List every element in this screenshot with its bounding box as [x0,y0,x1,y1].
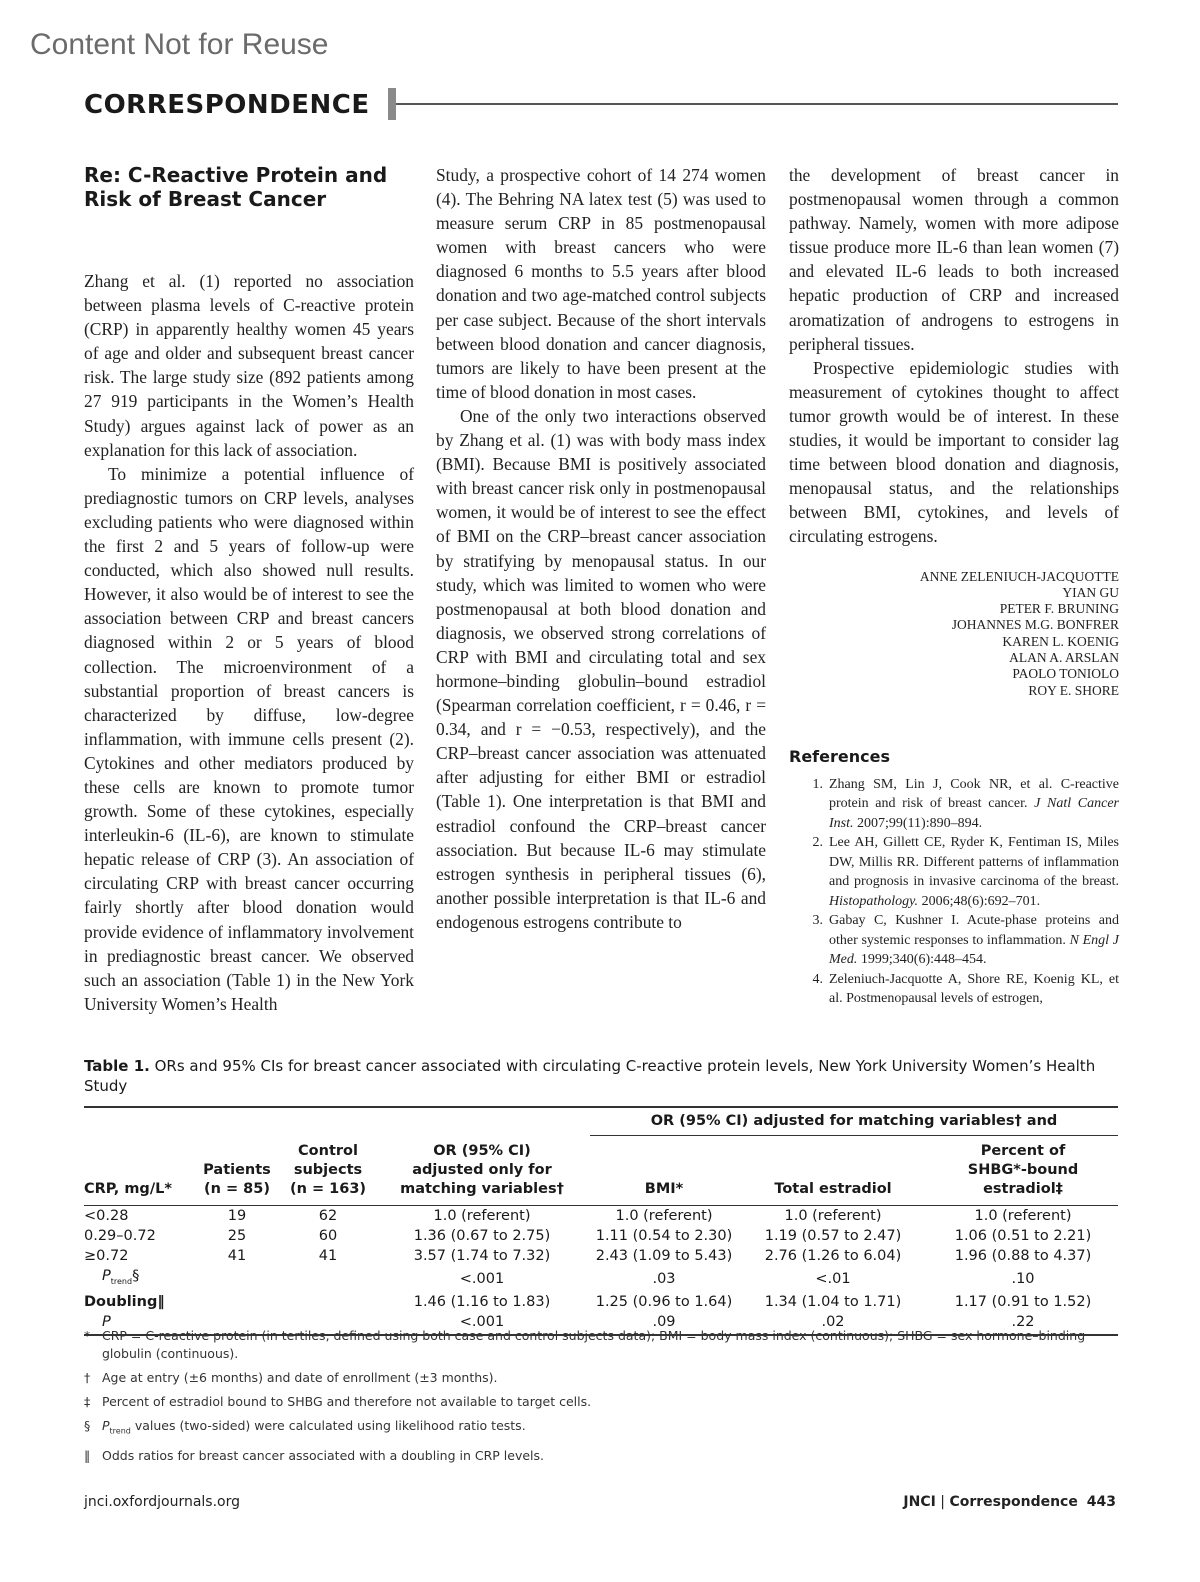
section-header [84,86,1118,126]
reference-text: Zhang SM, Lin J, Cook NR, et al. C-reactive protein and risk of breast cancer. J Natl Cancer Inst. 2007;99(11):890–894. [829,776,1119,831]
section-rule [396,103,1118,105]
author-name: JOHANNES M.G. BONFRER [951,617,1119,633]
table-row: 0.29–0.72 25 60 1.36 (0.67 to 2.75) 1.11 (0.54 to 2.30) 1.19 (0.57 to 2.47) 1.06 (0.51 to 2.21) [84,1228,1092,1244]
author-name: ANNE ZELENIUCH-JACQUOTTE [919,568,1119,584]
footer-separator: | [935,1494,950,1510]
footer-url: jnci.oxfordjournals.org [84,1494,240,1510]
header-shbg: Percent of SHBG*-bound estradiol‡ [967,1143,1079,1197]
footer-page-info [903,1494,1116,1510]
table-caption: Table 1. ORs and 95% CIs for breast cancer associated with circulating C-reactive protein levels, New York University Women’s Health Study [84,1057,1096,1095]
author-name: KAREN L. KOENIG [1002,633,1119,649]
reference-item [789,775,1119,834]
paragraph: One of the only two interactions observed by Zhang et al. (1) was with body mass index (BMI). Because BMI is positively associated with breast cancer risk only in postmenopausal women, it would be of interest to see the effect of BMI on the CRP–breast cancer association by stratifying by menopausal status. In our study, which was limited to women who were postmenopausal at both blood donation and diagnosis, we observed strong correlations of CRP with BMI and circulating total and sex hormone–binding globulin–bound estradiol (Spearman correlation coefficient, r = 0.46, r = 0.34, and r = −0.53, respectively), and the CRP–breast cancer association was attenuated after adjusting for either BMI or estradiol (Table 1). One interpretation is that BMI and estradiol confound the CRP–breast cancer association. But because IL-6 may stimulate estrogen synthesis in peripheral tissues (6), another possible interpretation is that IL-6 and endogenous estrogens contribute to [436,405,766,932]
table-row: ≥0.72 41 41 3.57 (1.74 to 7.32) 2.43 (1.09 to 5.43) 2.76 (1.26 to 6.04) 1.96 (0.88 to 4.37) [84,1248,1092,1264]
text-column-3 [789,163,1119,1009]
author-name: ROY E. SHORE [1028,682,1119,698]
author-list [789,569,1119,699]
header-bmi: BMI* [644,1181,684,1197]
section-title: CORRESPONDENCE [84,90,370,120]
article-title: Re: C-Reactive Protein and Risk of Breast Cancer [84,163,388,211]
author-name: PETER F. BRUNING [999,601,1119,617]
reference-text: Lee AH, Gillett CE, Ryder K, Fentiman IS, Miles DW, Millis RR. Different patterns of inflammation and prognosis in invasive carcinoma of the breast. Histopathology. 2006;48(6):692–701. [829,835,1119,909]
paragraph: Prospective epidemiologic studies with measurement of cytokines thought to affect tumor growth would be of interest. In these studies, it would be important to consider lag time between blood donation and diagnosis, menopausal status, and the relationships between BMI, cytokines, and levels of circulating estrogens. [789,357,1119,547]
paragraph: Zhang et al. (1) reported no association between plasma levels of C-reactive protein (CRP) in apparently healthy women 45 years of age and older and subsequent breast cancer risk. The large study size (892 patients among 27 919 participants in the Women’s Health Study) argues against lack of power as an explanation for this lack of association. [84,271,414,460]
reference-list [789,775,1119,1009]
watermark: Content Not for Reuse [30,28,329,61]
reference-number: 3. [812,913,823,929]
paragraph: the development of breast cancer in postmenopausal women through a common pathway. Namely, women with more adipose tissue produce more IL-6 than lean women (7) and elevated IL-6 leads to both increased hepatic production of CRP and increased aromatization of androgens to estrogens in peripheral tissues. [789,165,1119,354]
reference-number: 2. [812,835,823,851]
author-name: YIAN GU [1062,584,1119,600]
header-or-matching: OR (95% CI) adjusted only for matching variables† [400,1143,564,1197]
reference-item [789,970,1119,1009]
reference-text: Zeleniuch-Jacquotte A, Shore RE, Koenig KL, et al. Postmenopausal levels of estrogen, [829,971,1119,1007]
footer-journal: JNCI [903,1494,936,1510]
table-row: Doubling‖ 1.46 (1.16 to 1.83) 1.25 (0.96 to 1.64) 1.34 (1.04 to 1.71) 1.17 (0.91 to 1.52) [84,1293,1092,1310]
header-patients: Patients (n = 85) [203,1162,271,1197]
footnote: ‡ Percent of estradiol bound to SHBG and therefore not available to target cells. [84,1394,592,1409]
header-controls: Control subjects (n = 163) [289,1143,367,1197]
footnote: † Age at entry (±6 months) and date of enrollment (±3 months). [84,1370,498,1385]
section-bar [388,88,396,120]
header-adjusted-group: OR (95% CI) adjusted for matching variables† and [590,1112,1118,1136]
reference-item [789,833,1119,911]
table-footnotes [84,1327,1094,1471]
references-heading: References [789,746,890,766]
author-name: ALAN A. ARSLAN [1009,649,1119,665]
footnote: ‖ Odds ratios for breast cancer associated with a doubling in CRP levels. [84,1447,545,1463]
table-row: <0.28 19 62 1.0 (referent) 1.0 (referent) 1.0 (referent) 1.0 (referent) [84,1208,1072,1224]
header-crp: CRP, mg/L* [84,1181,172,1197]
footnote: * CRP = C-reactive protein (in tertiles, defined using both case and control subjects data); BMI = body mass index (continuous); SHBG = sex hormone–binding globulin (continuous). [84,1328,1086,1361]
table-row: P <.001 .09 .02 .22 [102,1313,1035,1330]
reference-text: Gabay C, Kushner I. Acute-phase proteins and other systemic responses to inflammation. N Engl J Med. 1999;340(6):448–454. [829,913,1119,968]
text-column-1 [84,163,414,1016]
reference-number: 4. [812,971,823,987]
author-name: PAOLO TONIOLO [1012,666,1119,682]
table-1 [84,1056,1118,1336]
table-row: $P_{trend}\S$ <.001 .03 <.01 .10 [102,1268,1035,1287]
header-total-estradiol: Total estradiol [774,1181,892,1197]
footnote: § $P_{trend}$ values (two-sided) were calculated using likelihood ratio tests. [84,1418,526,1436]
footer-section: Correspondence [949,1494,1078,1510]
data-table [84,1108,1118,1332]
page-number: 443 [1086,1494,1116,1510]
paragraph: To minimize a potential influence of prediagnostic tumors on CRP levels, analyses excluding patients who were diagnosed within the first 2 and 5 years of follow-up were conducted, which also showed null results. However, it also would be of interest to see the association between CRP and breast cancers diagnosed within 2 or 5 years of blood collection. The microenvironment of a substantial proportion of breast cancers is characterized by diffuse, low-degree inflammation, with immune cells present (2). Cytokines and other mediators produced by these cells are known to promote tumor growth. Some of these cytokines, especially interleukin-6 (IL-6), are known to stimulate hepatic release of CRP (3). An association of circulating CRP with breast cancer occurring fairly shortly after blood donation would provide evidence of inflammatory involvement in prediagnostic breast cancer. We observed such an association (Table 1) in the New York University Women’s Health [84,463,414,1014]
reference-item [789,911,1119,970]
reference-number: 1. [812,776,823,792]
paragraph: Study, a prospective cohort of 14 274 women (4). The Behring NA latex test (5) was used to measure serum CRP in 85 postmenopausal women with breast cancers who were diagnosed 6 months to 5.5 years after blood donation and two age-matched control subjects per case subject. Because of the short intervals between blood donation and cancer diagnosis, tumors are likely to have been present at the time of blood donation in most cases. [436,165,766,402]
text-column-2 [436,163,766,934]
